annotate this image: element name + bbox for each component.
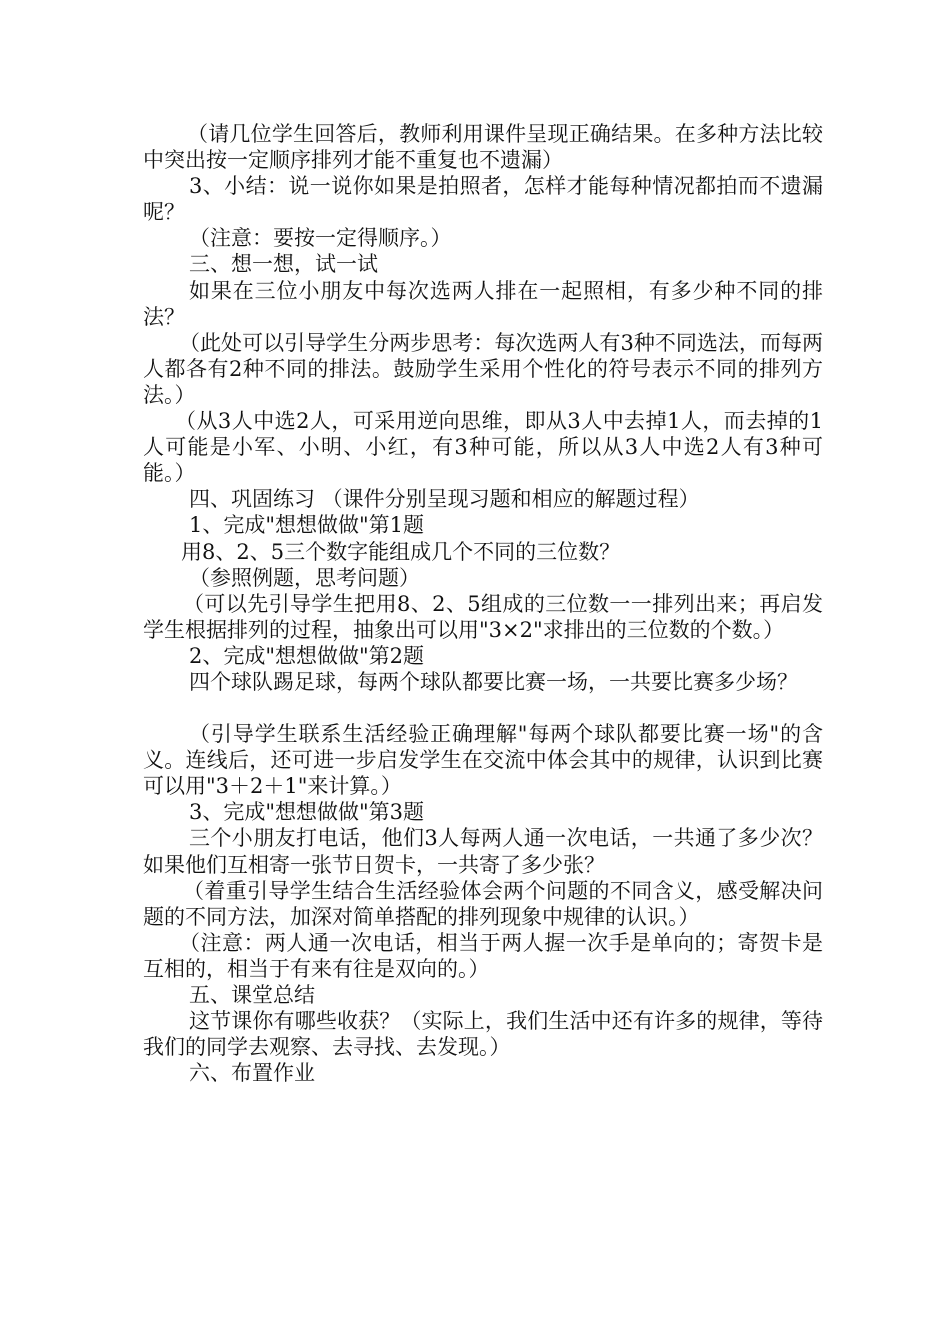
paragraph-reverse-thinking-note: （从3人中选2人，可采用逆向思维，即从3人中去掉1人，而去掉的1人可能是小军、小明、小红，有3种可能，所以从3人中选2人有3种可能。） bbox=[143, 409, 823, 486]
exercise-2-guidance: （引导学生联系生活经验正确理解"每两个球队都要比赛一场"的含义。连线后，还可进一步启发学生在交流中体会其中的规律，认识到比赛可以用"3＋2＋1"来计算。） bbox=[143, 722, 823, 799]
exercise-1-hint: （参照例题，思考问题） bbox=[189, 565, 420, 590]
paragraph-order-note: （注意：要按一定得顺序。） bbox=[189, 226, 452, 251]
paragraph-photo-question: 如果在三位小朋友中每次选两人排在一起照相，有多少种不同的排法？ bbox=[143, 278, 823, 329]
exercise-2-title: 2、完成"想想做做"第2题 bbox=[189, 643, 425, 668]
exercise-1-guidance: （可以先引导学生把用8、2、5组成的三位数一一排列出来；再启发学生根据排列的过程，抽象出可以用"3×2"求排出的三位数的个数。） bbox=[143, 591, 823, 642]
exercise-1-title: 1、完成"想想做做"第1题 bbox=[189, 513, 425, 538]
exercise-3-title: 3、完成"想想做做"第3题 bbox=[189, 800, 425, 825]
exercise-3-note: （注意：两人通一次电话，相当于两人握一次手是单向的；寄贺卡是互相的，相当于有来有往是双向的。） bbox=[143, 930, 823, 981]
exercise-1-question: 用8、2、5三个数字能组成几个不同的三位数？ bbox=[181, 539, 621, 564]
exercise-3-question: 三个小朋友打电话，他们3人每两人通一次电话，一共通了多少次？如果他们互相寄一张节日贺卡，一共寄了多少张？ bbox=[143, 826, 823, 877]
section-heading-practice: 四、巩固练习 （课件分别呈现习题和相应的解题过程） bbox=[189, 487, 700, 512]
exercise-2-question: 四个球队踢足球，每两个球队都要比赛一场，一共要比赛多少场？ bbox=[189, 669, 798, 694]
section-heading-think-try: 三、想一想，试一试 bbox=[189, 252, 378, 277]
document-body bbox=[143, 121, 823, 1086]
exercise-3-guidance: （着重引导学生结合生活经验体会两个问题的不同含义，感受解决问题的不同方法，加深对简单搭配的排列现象中规律的认识。） bbox=[143, 878, 823, 929]
paragraph-two-step-note: （此处可以引导学生分两步思考：每次选两人有3种不同选法，而每两人都各有2种不同的排法。鼓励学生采用个性化的符号表示不同的排列方法。） bbox=[143, 330, 823, 407]
paragraph-summary-question: 3、小结：说一说你如果是拍照者，怎样才能每种情况都拍而不遗漏呢？ bbox=[143, 174, 823, 225]
section-heading-homework: 六、布置作业 bbox=[189, 1061, 315, 1086]
paragraph-class-summary: 这节课你有哪些收获？（实际上，我们生活中还有许多的规律，等待我们的同学去观察、去寻找、去发现。） bbox=[143, 1009, 823, 1060]
section-heading-summary: 五、课堂总结 bbox=[189, 983, 315, 1007]
paragraph-review-note: （请几位学生回答后，教师利用课件呈现正确结果。在多种方法比较中突出按一定顺序排列才能不重复也不遗漏） bbox=[143, 122, 823, 173]
blank-line bbox=[143, 695, 823, 721]
